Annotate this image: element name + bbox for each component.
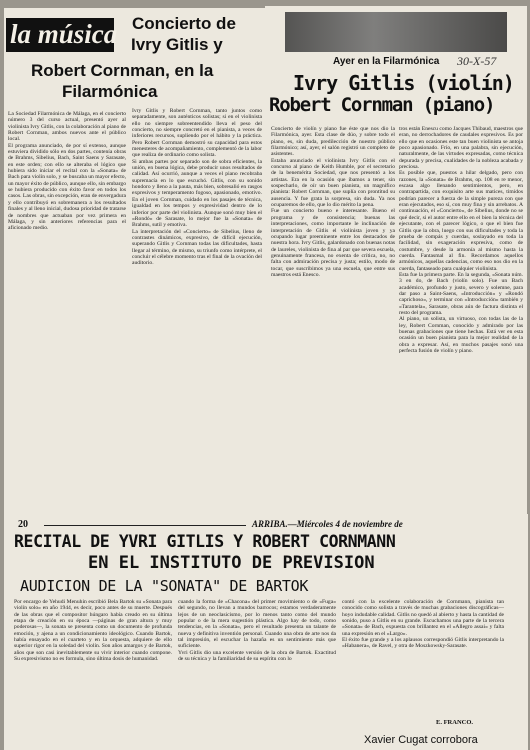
byline: E. FRANCO. xyxy=(436,719,474,726)
page-number: 20 xyxy=(18,519,28,530)
headline-line-4: Filarmónica xyxy=(62,82,158,101)
article-3-column-3: contó con la excelente colaboración de Cornmann, pianista tan conocido como solista a través de muchas grabaciones discográficas—hoyo indudable calidad. Gitlis no quedó al abierto y hasta la cantidad de sonido, puso a Gitlis en su grande. Escuchamos una parte de la tercera «Sonata» de Bach, expuesta con brillantez en el «Allegro assai» y falta una expresión en el «Largo». El éxito fue grande y a los aplausos correspondió Gitlis interpretando la «Habanera», de Ravel, y otra de Moszkowsky-Sarasate. xyxy=(342,599,504,650)
headline-line-1: RECITAL DE YVRI GITLIS Y ROBERT CORNMANN xyxy=(14,532,396,551)
headline-line-3: AUDICION DE LA "SONATA" DE BARTOK xyxy=(20,577,309,595)
headline-line-2: EN EL INSTITUTO DE PREVISION xyxy=(88,553,375,573)
article-3-column-2: cuando la forma de «Chacona» del primer movimiento o de «Fuga» del segundo, no llevan a mundos barrocos; estamos verdaderamente lejos de un neoclasicismo, por lo menos tanto como del mundo popular o de la mera sugestión plástica. Algo hay de todo, como tendencias, en la «Sonata», pero el resultado presenta un talante de nueva y definitiva inventión personal. Cuando una obra de arte nos da tal impresión, el escuchar la hazaña es un sentimiento más que suficiente. Yvri Gitlis dio una excelente versión de la obra de Bartok. Exactitud de su técnica y la familiaridad de su espíritu con lo xyxy=(178,599,336,663)
kicker: Ayer en la Filarmónica xyxy=(333,56,440,67)
headline-line-2: Ivry Gitlis y xyxy=(131,35,223,54)
clip-filarmonica xyxy=(265,6,527,521)
header-banner xyxy=(285,12,507,52)
article-2-column-1: Concierto de violín y piano fue éste que nos dio la Filarmónica, ayer. Esta clase de dúo, y sobre todo el piano, es, sin duda, predilección de nuestro público filarmónico; así, ayer, el salón registró un completo de asistentes. Estaba anunciado el violinista Ivry Gitlis con el concurso al piano de Keith Humble, por el secretario de la benemérita Sociedad, que nos presentó a los artistas. Era en la ocasión que íbamos a tener, sin sospecharlo, de oír un buen pianista, un magnífico pianista: Robert Cornman, que suplía con prontitud su ausencia. Y fue grata la sorpresa, sin duda. Ya nos ocuparemos de ello, que lo dio mérito la pena. Fue un concierto bueno e interesante. Bueno el programa y de consistencia; buenas las interpretaciones, como importante le inclinación de interpretación de Gitlis el violinista joven y ya ocupando lugar preeminente entre los destacados de nuestra hora. Ivry Gitlis, galardonado con buenas notas de laureles, violinista de fina al par que severa escuela, genuinamente francesa, no exenta de crítica, no, no falta con admiración precisa y justa; estilo, modo de tocar, que suscribimos ya una escuela, que entre sus maestros está Enesco. xyxy=(271,126,395,278)
masthead-rule xyxy=(44,525,246,526)
next-article-headline: Xavier Cugat corrobora xyxy=(364,734,478,746)
headline-line-3: Robert Cornman, en la xyxy=(31,61,214,80)
article-1-column-2: Ivry Gitlis y Robert Cornman, tanto juntos como separadamente, son auténticos solistas; si en el violinista ello no siempre sobreentendido lleva el peso del concierto, no siempre concretó en el pianista, a veces de inferiores recursos, supliendo por el hábito y la práctica. Pero Robert Cornman demostró su capacidad para estos menesteres de acompañamiento, complementó de la labor que realiza de ordinario como solista. Si ambas partes por separado son de sobra eficientes, la unión, en buena lógica, debe producir unos resultados de calidad. Así ocurrió, aunque a veces el piano recobraba supremacía en lo que escuchó. Gitlis, con su sonido hondoro y lleno a la pauta, más bien, sobresalió en rasgos expresivos y temperamento fogoso, apasionado, emotivo. En el joven Cornman, cuidado en los pasajes de técnica, igualdad en los tempos y expresividad dentro de lo inferior por parte del violinista. Aunque sonó muy bien el «Rondó» de Sarasate, lo mejor fue la «Sonata» de Brahms, sutil y emotiva. La interpretación del «Concierto» de Sibelius, lleno de contrastes dinámicos, expresivo, de difícil ejecución, superando Gitlis y Cornman todas las dificultades, hasta llegar al término, de mismo, su triunfo como intérprete, el concluir el célebre momento tras el final de la ovación del auditorio. xyxy=(132,108,262,267)
clip-la-musica xyxy=(4,8,266,520)
section-label: la música xyxy=(10,19,118,49)
article-3-column-1: Por encargo de Yehudi Menuhin escribió Bela Bartok su «Sonata para violín solo» en año 1944, es decir, poco antes de su muerte. Después de las obras que el compositor húngaro había creado en su última etapa de creación en su época —páginas de gran altura y muy poderosas—, la sonata se presenta como un documento de profunda emoción, y ajena a un condicionamiento ideológico. Cuando Bartok, había ensayado en el cuarteto y en la orquesta, adquiere de ello superior rigor en la soledad del violín. Son años amargos y de Bartok, años que son casi inevitablemente su vivir interior cuando compone. Su expresivismo no es formula, sino última dosis de humanidad. xyxy=(14,599,172,663)
headline-line-2: Robert Cornman (piano) xyxy=(269,94,495,116)
handwritten-date: 30-X-57 xyxy=(457,54,497,68)
headline-line-1: Concierto de xyxy=(132,14,236,33)
article-1-column-1: La Sociedad Filarmónica de Málaga, en el concierto número 3 del curso actual, presentó ayer al violinista Ivry Gitlis, con la colaboración al piano de Robert Cornman, ambos nuevos ante el público local. El programa anunciado, de por sí extenso, aunque estuviera dividido sólo en dos partes, contenía obras de Brahms, Sibelius, Bach, Saint Saens y Sarasate, en este orden; con ello se alteraba el lógico que hubiera sido iniciar el recital con la «Sonata» de Bach para violín solo, y se buscaba un mayor efecto, un mayor éxito de público, aunque ello, sin embargo se hubiera producido con éxito favor en todos los casos. Las obras, sin excepción, eran de envergadura y ello contribuyó en sobremanera a los resultados finales y al lleno inicial, dudosa prioridad de tratarse de nombres que actuaban por vez primera en Málaga, y sin anteriores referencias para el aficionado medio. xyxy=(8,111,126,232)
clip-arriba xyxy=(4,514,528,750)
headline-line-1: Ivry Gitlis (violín) xyxy=(293,71,514,95)
masthead: ARRIBA.—Miércoles 4 de noviembre de xyxy=(252,519,403,529)
article-2-column-2: tros están Enescu como Jacques Thibaud, maestros que eran, no derrochadores de caudales expresivos. Es por ello que en ocasiones este tan buen violinista se antoja poco apasionado. Frío, en una palabra, sin ejecución, naturalmente, de las virtudes expresadas, como técnica depurada y precisa, cualidades de la nobleza acabada y preciosa. Es posible que, puestos a hilar delgado, pero con razones, la «Sonata» de Brahms, op. 108 en re menor, escasa algo llenando sentimientos, pero, en contrapartida, con exquisito arte sus matices, timidos podrían parecer a fuerza de la simple pureza con que eran ejecutados, eso sí, con muy fina y sin arrebatos. A continuación, el «Concierto», de Sibelius, donde no se qué decir, si el autor entre ello en el bien la técnica del ejecutante, con el parecer lógico, o que el bien fue Gitlis que la obra, luego con sus dificultades y toda la prueba de compás y cuerdas, soslayado en toda la facilidad, sin exageración expresiva, como de costumbre, y desde la armonía al mismo hasta la cuerda. Fantasmal al fin. Recordamos aquellos armónicos, aquellas cadencias, como eso nos dio en la cuerda, fantaseado para cualquier violinista. Esta fue la primera parte. En la segunda, «Sonata núm. 3 en do, de Bach (violín solo). Fue un Bach académico, profundo y justo, severo y solemne, para dar paso a Saint-Saens, «Introducción» y «Rondó caprichoso», y terminar con «Introducción» también y «Tarantela», Sarasate, obras aún de factura distinta el resto del programa. Al piano, un solista, un virtuoso, con todas las de la ley, Robert Cornman, conocido y admirado por las buenas grabaciones que tiene hechas. Está ver en esta ocasión un buen pianista para la mejor realidad de la obra a expresar. Así, en muchos pasajes sonó una perfecta fusión de violín y piano. xyxy=(399,126,523,355)
